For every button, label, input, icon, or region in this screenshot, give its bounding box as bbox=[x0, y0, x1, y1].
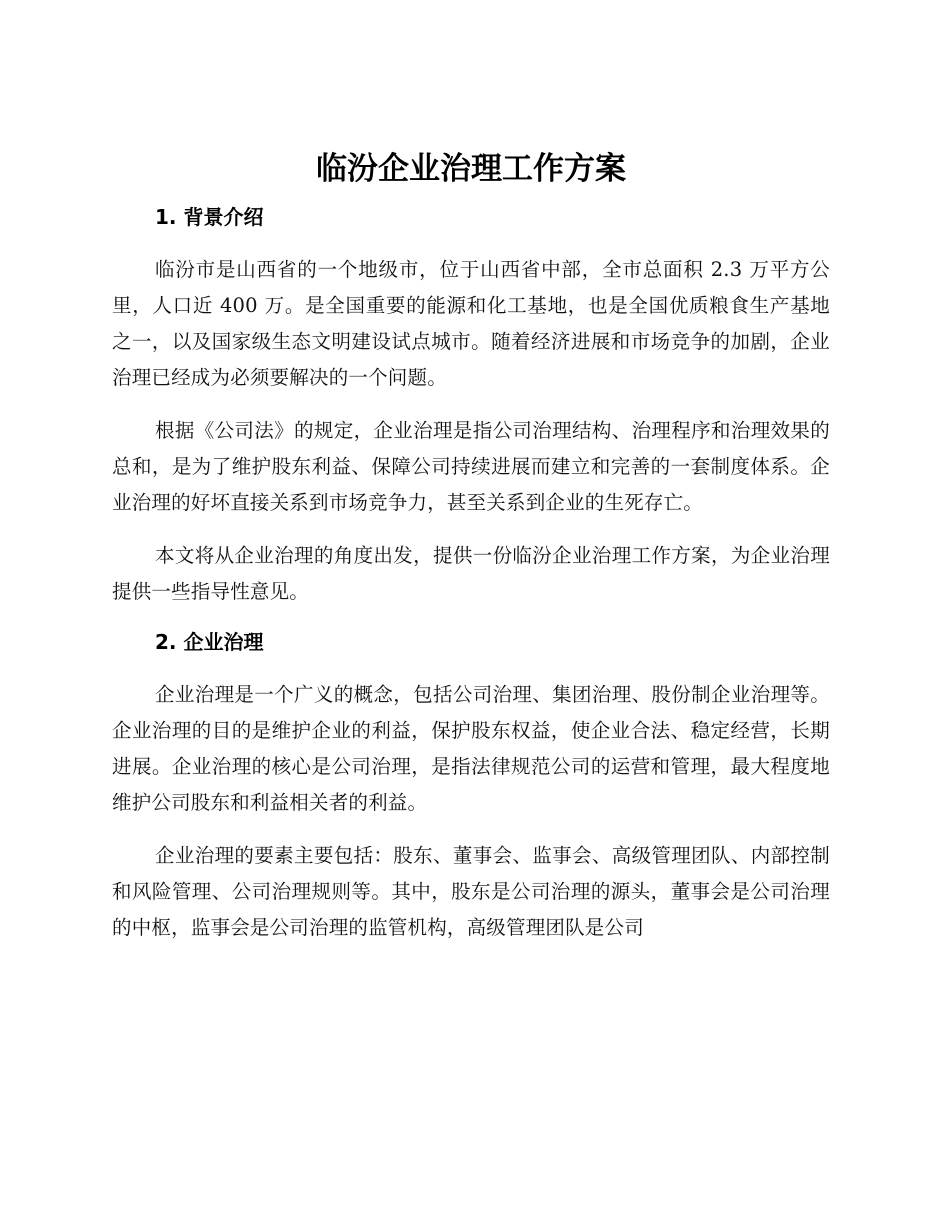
paragraph: 根据《公司法》的规定，企业治理是指公司治理结构、治理程序和治理效果的总和，是为了维护股东利益、保障公司持续进展而建立和完善的一套制度体系。企业治理的好坏直接关系到市场竞争力，甚至关系到企业的生死存亡。 bbox=[112, 419, 830, 514]
paragraph: 企业治理的要素主要包括：股东、董事会、监事会、高级管理团队、内部控制和风险管理、公司治理规则等。其中，股东是公司治理的源头，董事会是公司治理的中枢，监事会是公司治理的监管机构，高级管理团队是公司 bbox=[112, 844, 830, 939]
document-body bbox=[112, 145, 830, 946]
section-heading-governance: 2. 企业治理 bbox=[155, 630, 264, 654]
paragraph: 企业治理是一个广义的概念，包括公司治理、集团治理、股份制企业治理等。企业治理的目的是维护企业的利益，保护股东权益，使企业合法、稳定经营，长期进展。企业治理的核心是公司治理，是指法律规范公司的运营和管理，最大程度地维护公司股东和利益相关者的利益。 bbox=[112, 683, 830, 814]
document-title: 临汾企业治理工作方案 bbox=[316, 151, 626, 187]
section-heading-background: 1. 背景介绍 bbox=[155, 205, 264, 229]
paragraph: 临汾市是山西省的一个地级市，位于山西省中部，全市总面积 2.3 万平方公里，人口近 400 万。是全国重要的能源和化工基地，也是全国优质粮食生产基地之一，以及国家级生态文明建设试点城市。随着经济进展和市场竞争的加剧，企业治理已经成为必须要解决的一个问题。 bbox=[112, 258, 830, 389]
paragraph: 本文将从企业治理的角度出发，提供一份临汾企业治理工作方案，为企业治理提供一些指导性意见。 bbox=[112, 544, 830, 603]
